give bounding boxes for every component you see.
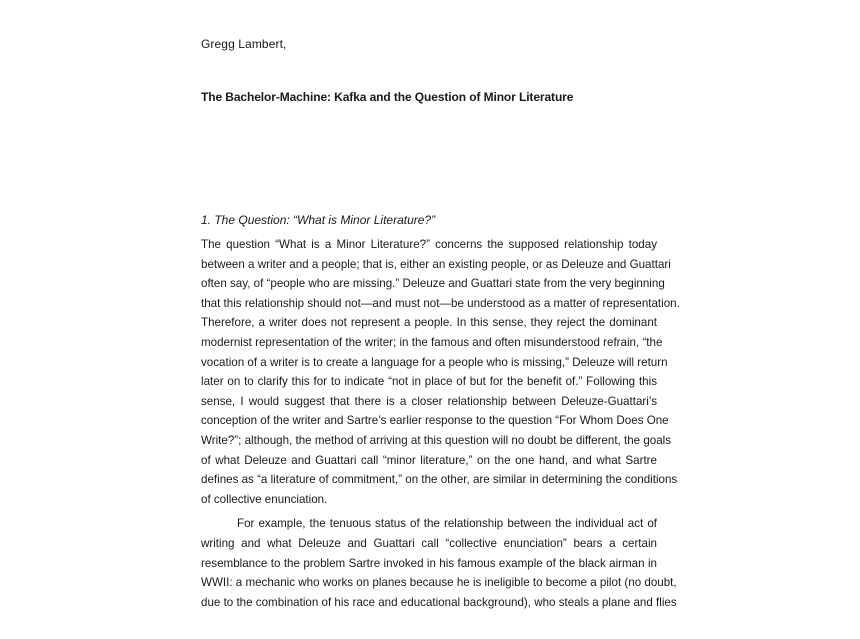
body-text <box>201 235 680 612</box>
text-line: modernist representation of the writer; in the famous and often misunderstood refrain, “the <box>201 335 663 349</box>
text-line: Therefore, a writer does not represent a people. In this sense, they reject the dominant <box>201 316 657 330</box>
text-line: between a writer and a people; that is, either an existing people, or as Deleuze and Guattari <box>201 257 671 271</box>
text-line: due to the combination of his race and educational background), who steals a plane and flies <box>201 595 677 609</box>
text-line: that this relationship should not—and must not—be understood as a matter of representation. <box>201 296 680 310</box>
text-line: of what Deleuze and Guattari call “minor literature,” on the one hand, and what Sartre <box>201 453 657 467</box>
text-line: Write?”; although, the method of arriving at this question will no doubt be different, the goals <box>201 433 672 447</box>
text-line: The question “What is a Minor Literature?” concerns the supposed relationship today <box>201 238 657 251</box>
paragraph-1 <box>201 235 680 509</box>
author-name: Gregg Lambert, <box>201 37 287 51</box>
text-line: later on to clarify this for to indicate “not in place of but for the benefit of.” Following this <box>201 375 657 389</box>
text-line: WWII: a mechanic who works on planes because he is ineligible to become a pilot (no doubt, <box>201 576 677 590</box>
text-line: vocation of a writer is to create a language for a people who is missing,” Deleuze will return <box>201 355 668 369</box>
paragraph-2 <box>201 514 677 612</box>
text-line: writing and what Deleuze and Guattari call “collective enunciation” bears a certain <box>201 536 657 550</box>
paper-title: The Bachelor-Machine: Kafka and the Question of Minor Literature <box>201 90 574 104</box>
text-line: defines as “a literature of commitment,” on the other, are similar in determining the conditions <box>201 473 678 487</box>
text-line: often say, of “people who are missing.” Deleuze and Guattari state from the very beginning <box>201 277 665 291</box>
text-line: of collective enunciation. <box>201 492 328 506</box>
text-line: conception of the writer and Sartre’s earlier response to the question “For Whom Does One <box>201 414 669 428</box>
section-heading: 1. The Question: “What is Minor Literature?” <box>201 213 436 227</box>
text-line: sense, I would suggest that there is a closer relationship between Deleuze-Guattari’s <box>201 394 657 408</box>
text-line: For example, the tenuous status of the relationship between the individual act of <box>237 517 657 531</box>
text-line: resemblance to the problem Sartre invoked in his famous example of the black airman in <box>201 556 657 570</box>
